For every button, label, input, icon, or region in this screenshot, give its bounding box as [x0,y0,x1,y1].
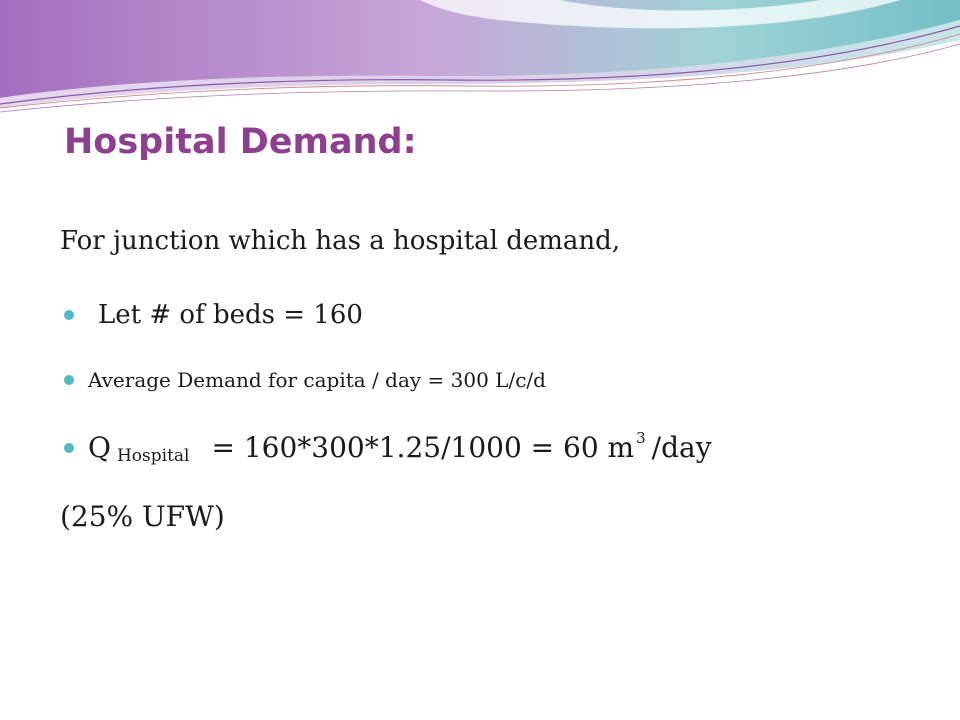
bullet-average-demand-text: Average Demand for capita / day = 300 L/c/d [88,368,546,392]
bullet-dot-icon [64,310,74,320]
bullet-dot-icon [64,375,74,385]
q-subscript: Hospital [116,445,190,466]
bullet-q-hospital [64,428,712,466]
q-unit: /day [651,431,712,464]
bullet-average-demand [64,368,546,392]
bullet-beds [64,300,363,330]
bullet-beds-text: Let # of beds = 160 [98,300,363,330]
ufw-note: (25% UFW) [60,500,225,533]
slide-title: Hospital Demand: [64,122,417,162]
q-superscript: 3 [636,428,646,447]
intro-text: For junction which has a hospital demand, [60,226,621,256]
q-equation: = 160*300*1.25/1000 = 60 m [211,431,635,464]
header-wave-decoration [0,0,960,130]
q-symbol: Q [88,431,111,464]
bullet-dot-icon [64,443,74,453]
